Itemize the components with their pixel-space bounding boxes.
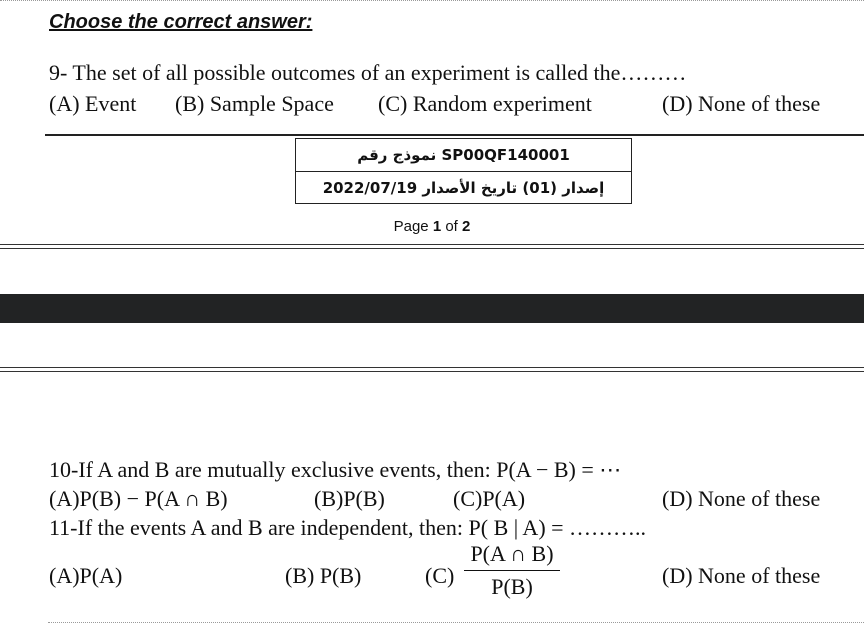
- question-10-option-a: (A)P(B) − P(A ∩ B): [49, 486, 228, 511]
- question-11-option-c-fraction: [460, 543, 564, 598]
- question-9-option-b: (B) Sample Space: [175, 91, 334, 116]
- page-number: [0, 218, 864, 235]
- page-of: of: [445, 218, 458, 235]
- question-11-option-c: (C): [425, 563, 455, 588]
- document-info-box: [295, 138, 632, 204]
- page-break-rule-lower-2: [0, 371, 864, 372]
- fraction-denominator: P(B): [491, 574, 533, 599]
- question-10-option-b: (B)P(B): [314, 486, 385, 511]
- section-heading: Choose the correct answer:: [49, 11, 313, 33]
- fraction-numerator: P(A ∩ B): [470, 541, 554, 566]
- header-rule: [45, 134, 864, 136]
- top-dotted-divider: [0, 0, 864, 1]
- page-word: Page: [393, 218, 429, 235]
- question-10-option-c: (C)P(A): [453, 486, 526, 511]
- question-11-option-b: (B) P(B): [285, 563, 362, 588]
- fraction-bar: [464, 570, 560, 571]
- page-break-rule-upper-1: [0, 244, 864, 245]
- page-total: 2: [462, 218, 471, 235]
- question-11-option-a: (A)P(A): [49, 563, 123, 588]
- page-gap-band: [0, 294, 864, 323]
- question-9-option-a: (A) Event: [49, 91, 137, 116]
- question-9-option-d: (D) None of these: [662, 91, 821, 116]
- question-11-text: 11-If the events A and B are independent, then: P( B | A) = ………..: [49, 515, 647, 540]
- page-current: 1: [432, 218, 442, 235]
- question-11-option-d: (D) None of these: [662, 563, 821, 588]
- page-break-rule-upper-2: [0, 248, 864, 249]
- question-9-text: 9- The set of all possible outcomes of an experiment is called the………: [49, 60, 687, 85]
- bottom-dotted-divider: [48, 622, 864, 623]
- question-10-text: 10-If A and B are mutually exclusive events, then: P(A − B) = ⋯: [49, 457, 622, 482]
- model-number: نموذج رقم SP00QF140001: [296, 139, 631, 172]
- issue-date: إصدار (01) تاريخ الأصدار 2022/07/19: [322, 179, 605, 197]
- question-10-option-d: (D) None of these: [662, 486, 821, 511]
- question-9-option-c: (C) Random experiment: [378, 91, 592, 116]
- page-break-rule-lower-1: [0, 367, 864, 368]
